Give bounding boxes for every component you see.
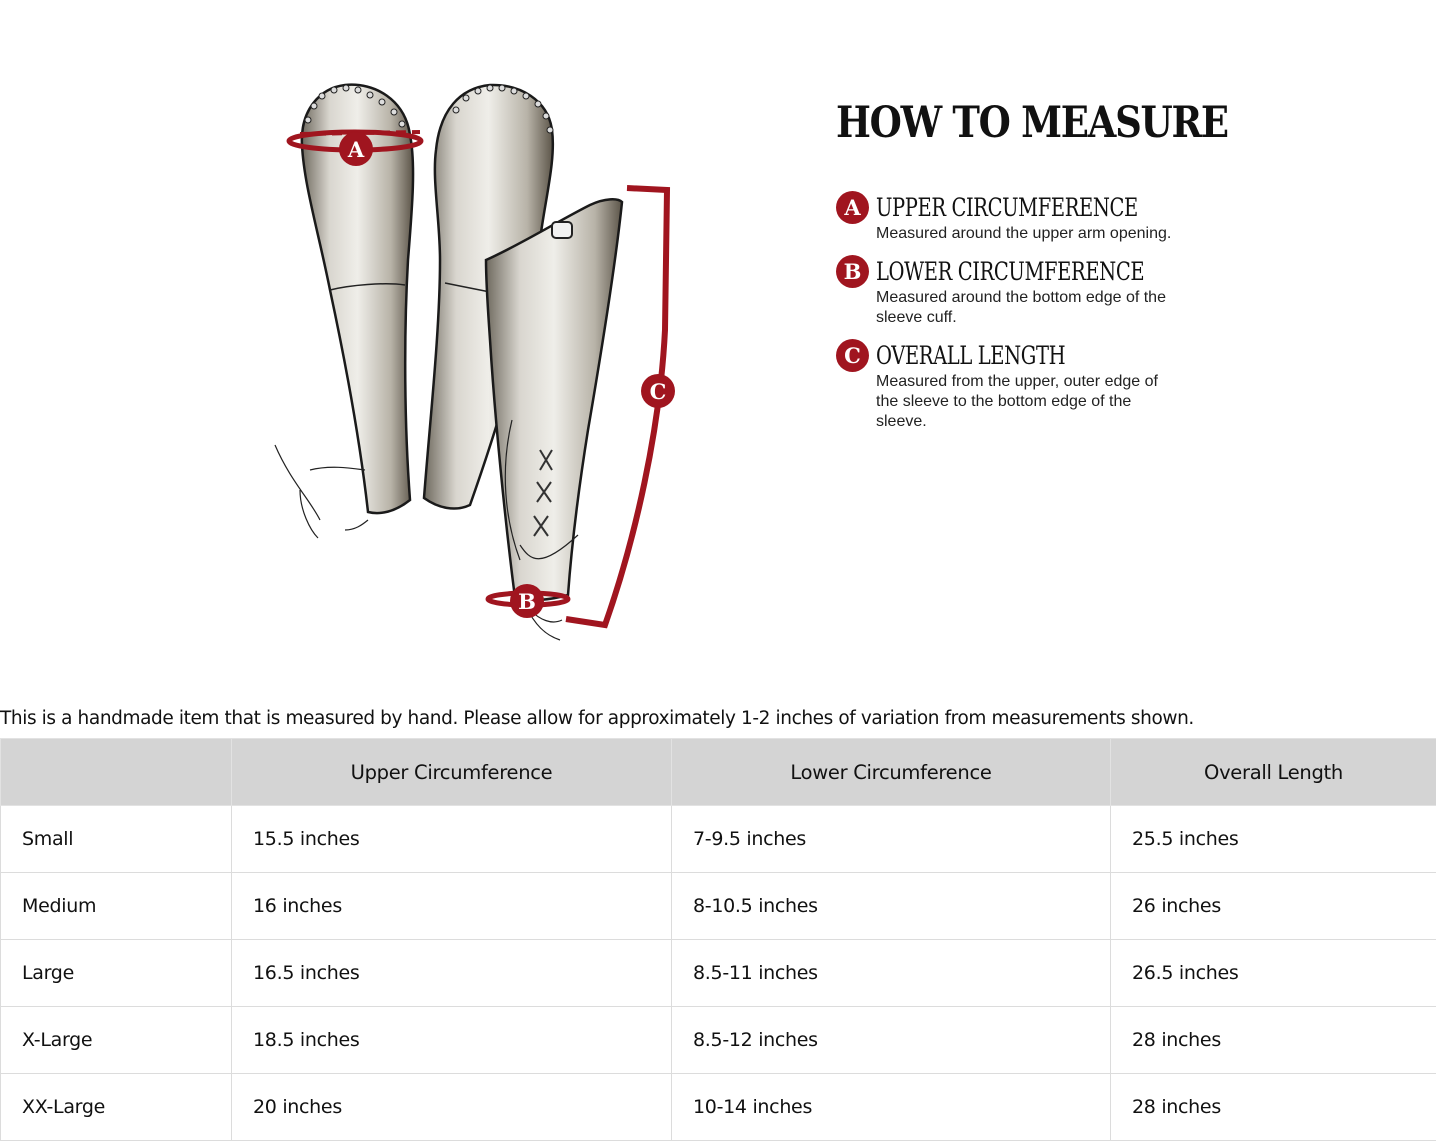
- table-row: [1, 1074, 1436, 1141]
- cell-length: 28 inches: [1111, 1074, 1436, 1141]
- table-row: [1, 873, 1436, 940]
- cell-lower: 8.5-11 inches: [672, 940, 1111, 1007]
- measure-legend: [836, 96, 1196, 446]
- header-size: [1, 739, 232, 806]
- cell-upper: 16 inches: [232, 873, 672, 940]
- cell-length: 26 inches: [1111, 873, 1436, 940]
- table-header-row: [1, 739, 1436, 806]
- cell-size: Large: [1, 940, 232, 1007]
- size-chart-table: [0, 738, 1436, 1141]
- cell-lower: 10-14 inches: [672, 1074, 1111, 1141]
- badge-c-icon: C: [836, 339, 869, 372]
- cell-size: Small: [1, 806, 232, 873]
- header-lower-circumference: Lower Circumference: [672, 739, 1111, 806]
- cell-size: Medium: [1, 873, 232, 940]
- legend-description: Measured around the bottom edge of the sleeve cuff.: [876, 288, 1176, 328]
- table-row: [1, 806, 1436, 873]
- legend-description: Measured around the upper arm opening.: [876, 224, 1176, 244]
- legend-item-lower-circumference: [836, 258, 1196, 328]
- cell-length: 25.5 inches: [1111, 806, 1436, 873]
- table-row: [1, 1007, 1436, 1074]
- cell-size: XX-Large: [1, 1074, 232, 1141]
- sleeve-diagram: [250, 60, 710, 660]
- cell-lower: 8-10.5 inches: [672, 873, 1111, 940]
- cell-lower: 7-9.5 inches: [672, 806, 1111, 873]
- cell-upper: 20 inches: [232, 1074, 672, 1141]
- badge-b-icon: B: [836, 255, 869, 288]
- legend-heading: UPPER CIRCUMFERENCE: [876, 194, 1126, 222]
- badge-a-icon: A: [836, 191, 869, 224]
- legend-title: HOW TO MEASURE: [836, 96, 1146, 150]
- cell-upper: 15.5 inches: [232, 806, 672, 873]
- cell-size: X-Large: [1, 1007, 232, 1074]
- legend-description: Measured from the upper, outer edge of the sleeve to the bottom edge of the sleeve.: [876, 372, 1176, 432]
- cell-length: 28 inches: [1111, 1007, 1436, 1074]
- svg-text:A: A: [347, 137, 365, 162]
- legend-item-overall-length: [836, 342, 1196, 432]
- legend-heading: OVERALL LENGTH: [876, 342, 1126, 370]
- cell-length: 26.5 inches: [1111, 940, 1436, 1007]
- header-overall-length: Overall Length: [1111, 739, 1436, 806]
- header-upper-circumference: Upper Circumference: [232, 739, 672, 806]
- cell-upper: 16.5 inches: [232, 940, 672, 1007]
- right-sleeve: [486, 199, 622, 640]
- cell-upper: 18.5 inches: [232, 1007, 672, 1074]
- legend-heading: LOWER CIRCUMFERENCE: [876, 258, 1126, 286]
- table-row: [1, 940, 1436, 1007]
- legend-item-upper-circumference: [836, 194, 1196, 244]
- variation-note: This is a handmade item that is measured by hand. Please allow for approximately 1-2 inches of variation from measurements shown.: [0, 708, 1194, 729]
- svg-text:B: B: [518, 589, 536, 614]
- cell-lower: 8.5-12 inches: [672, 1007, 1111, 1074]
- svg-text:C: C: [650, 379, 667, 404]
